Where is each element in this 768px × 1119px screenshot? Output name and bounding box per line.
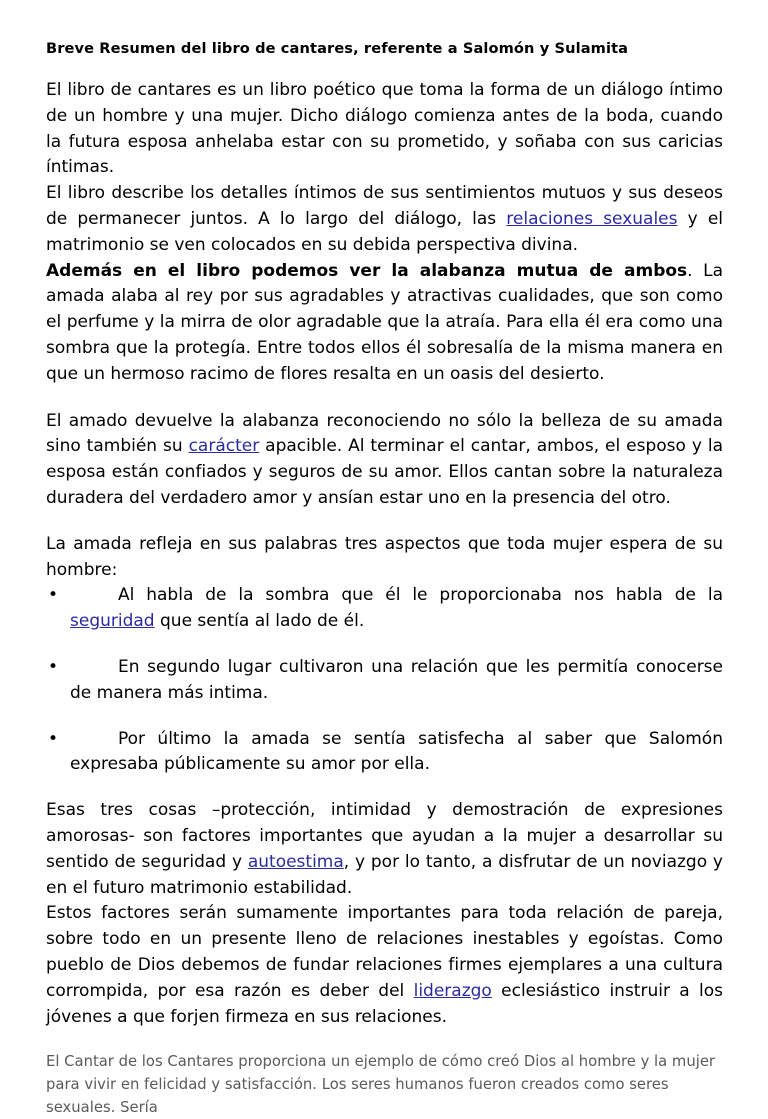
paragraph-alabanza-rest: . La amada alaba al rey por sus agradables y atractivas cualidades, que son como el perfume y la mirra de olor agradable que la atraía. Para ella él era como una sombra que la protegía. Entre todos ellos él sobresalía de la misma manera en que un hermoso racimo de flores resalta en un oasis del desierto.	[46, 260, 723, 384]
paragraph-alabanza	[46, 259, 723, 388]
paragraph-factores-tail: eclesiástico instruir a los jóvenes a que forjen firmeza en sus relaciones.	[46, 980, 723, 1027]
paragraph-tres-cosas-tail: , y por lo tanto, a disfrutar de un noviazgo y en el futuro matrimonio estabilidad.	[46, 851, 723, 898]
spacer	[46, 512, 723, 532]
bullet-icon: •	[47, 728, 59, 749]
paragraph-tres-cosas	[46, 798, 723, 901]
paragraph-alabanza-bold: Además en el libro podemos ver la alabanza mutua de ambos	[46, 260, 688, 281]
aspects-bullet-list	[47, 583, 723, 778]
bullet-icon: •	[47, 585, 59, 606]
paragraph-amado-lead: El amado devuelve la alabanza reconociendo no sólo la belleza de su amada sino también su	[46, 410, 723, 457]
paragraph-amado-tail: apacible. Al terminar el cantar, ambos, el esposo y la esposa están confiados y seguros de su amor. Ellos cantan sobre la naturaleza duradera del verdadero amor y ansían estar uno en la presencia del otro.	[46, 436, 723, 508]
page-title: Breve Resumen del libro de cantares, referente a Salomón y Sulamita	[46, 40, 629, 57]
paragraph-tres-aspectos-text: La amada refleja en sus palabras tres aspectos que toda mujer espera de su hombre:	[46, 533, 723, 580]
list-item	[47, 655, 723, 707]
link-relaciones-sexuales[interactable]: relaciones sexuales	[506, 208, 678, 229]
paragraph-factores-lead: Estos factores serán sumamente importantes para toda relación de pareja, sobre todo en un presente lleno de relaciones inestables y egoístas. Como pueblo de Dios debemos de fundar relaciones firmes ejemplares a una cultura corrompida, por esa razón es deber del	[46, 903, 723, 1001]
link-caracter[interactable]: carácter	[188, 436, 260, 457]
list-item	[47, 727, 723, 779]
paragraph-description-lead: El libro describe los detalles íntimos de sus sentimientos mutuos y sus deseos de permanecer juntos. A lo largo del diálogo, las	[46, 183, 723, 229]
bullet-icon: •	[47, 656, 59, 677]
link-seguridad[interactable]: seguridad	[70, 611, 155, 632]
paragraph-intro-text: El libro de cantares es un libro poético que toma la forma de un diálogo íntimo de un hombre y una mujer. Dicho diálogo comienza antes de la boda, cuando la futura esposa anhelaba estar con su prometido, y soñaba con sus caricias íntimas.	[46, 80, 723, 178]
paragraph-tres-cosas-lead: Esas tres cosas –protección, intimidad y demostración de expresiones amorosas- son factores importantes que ayudan a la mujer a desarrollar su sentido de seguridad y	[46, 800, 723, 872]
list-item-lead: Al habla de la sombra que él le proporcionaba nos habla de la	[118, 585, 723, 606]
paragraph-description	[46, 181, 723, 258]
link-autoestima[interactable]: autoestima	[247, 851, 344, 872]
footnote-text: El Cantar de los Cantares proporciona un ejemplo de cómo creó Dios al hombre y la mujer para vivir en felicidad y satisfacción. Los seres humanos fueron creados como seres sexuales. Sería	[46, 1053, 716, 1117]
spacer	[46, 388, 723, 409]
paragraph-tres-aspectos	[46, 532, 723, 584]
list-item	[47, 583, 723, 635]
spacer	[46, 1030, 723, 1050]
paragraph-description-tail: y el matrimonio se ven colocados en su debida perspectiva divina.	[46, 208, 724, 255]
paragraph-amado	[46, 409, 723, 512]
bullet-list-wrapper	[47, 583, 723, 778]
list-item-lead: Por último la amada se sentía satisfecha al saber que Salomón expresaba públicamente su amor por ella.	[70, 728, 723, 775]
paragraph-factores	[46, 901, 723, 1030]
link-liderazgo[interactable]: liderazgo	[413, 980, 492, 1001]
paragraph-intro	[46, 78, 723, 181]
list-item-lead: En segundo lugar cultivaron una relación que les permitía conocerse de manera más intima.	[70, 656, 723, 703]
spacer	[46, 778, 723, 798]
list-item-tail: que sentía al lado de él.	[154, 611, 365, 632]
